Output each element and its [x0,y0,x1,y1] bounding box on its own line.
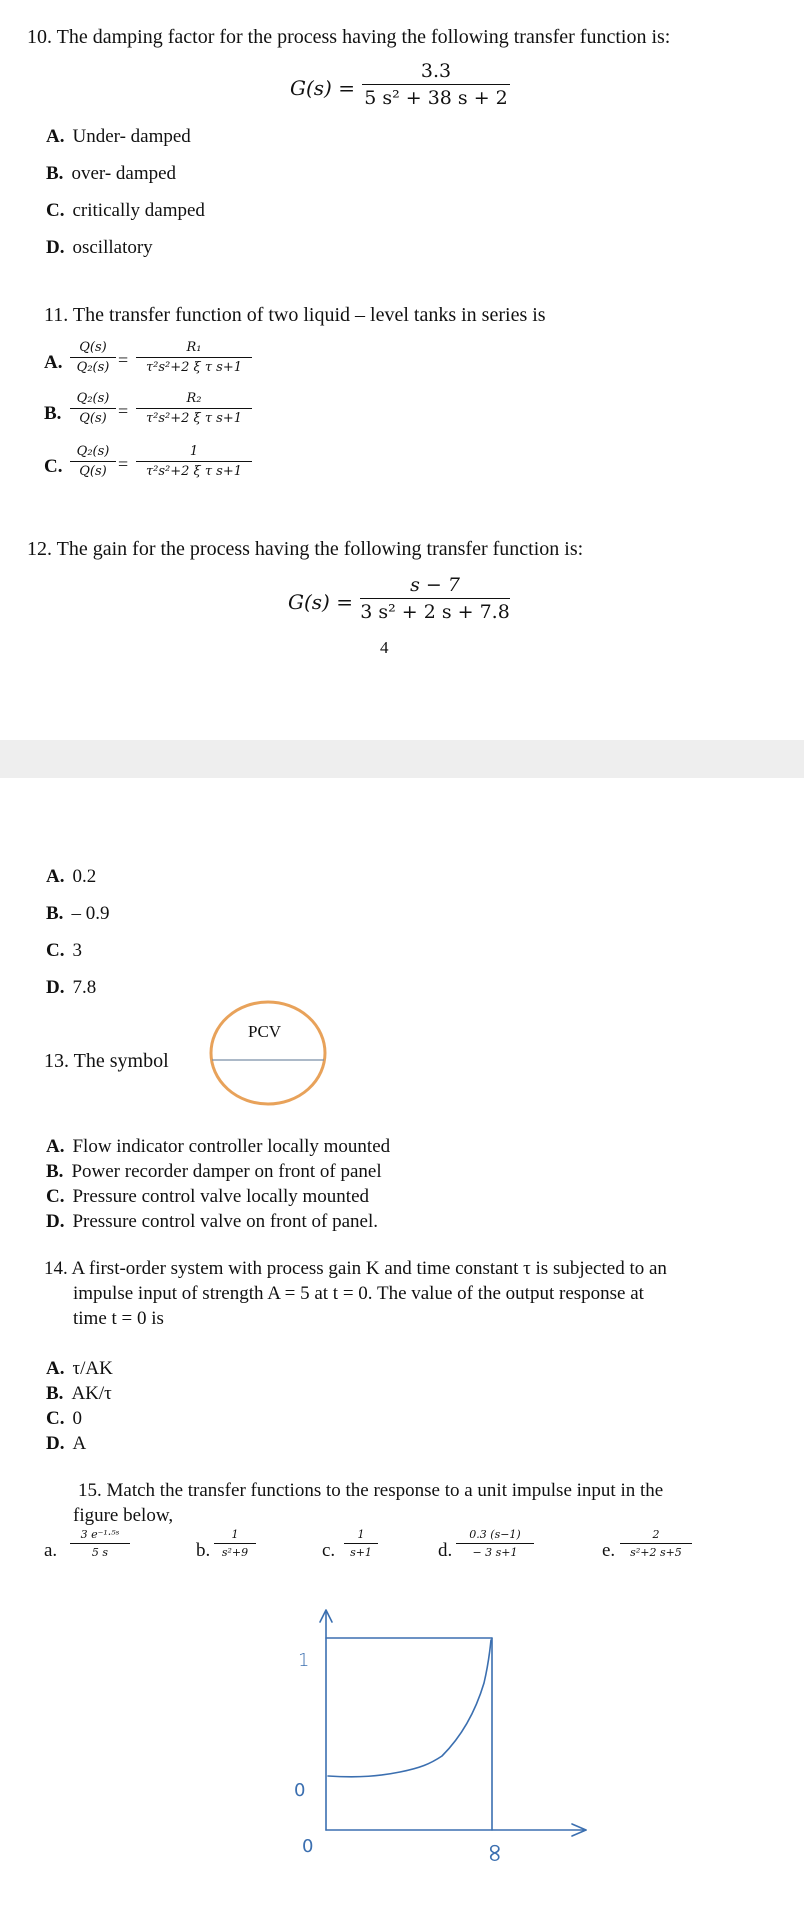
q14-option-c[interactable]: C. 0 [46,1408,82,1429]
q13-option-a[interactable]: A. Flow indicator controller locally mounted [46,1136,391,1157]
q10-stem: 10. The damping factor for the process having the following transfer function is: [27,26,671,48]
sketch-label-zero-mid: 0 [294,1780,306,1801]
q14-stem-line1: 14. A first-order system with process gain K and time constant τ is subjected to an [44,1258,667,1279]
q12-denominator: 3 s² + 2 s + 7.8 [360,601,510,623]
q15-e-fraction: 2 s²+2 s+5 [620,1528,692,1559]
q15-option-b[interactable]: b. [196,1540,211,1561]
q15-option-a[interactable]: a. [44,1540,58,1561]
q15-stem-line2: figure below, [73,1505,174,1526]
q12-stem: 12. The gain for the process having the following transfer function is: [27,538,584,560]
q11-a-right-fraction: R₁ τ²s²+2 ξ τ s+1 [136,340,252,375]
pcv-circle [211,1002,325,1104]
sketch-label-infinity: ∞ [479,1842,510,1864]
q12-option-a[interactable]: A. 0.2 [46,866,97,887]
q11-a-left-fraction: Q(s) Q₂(s) [70,340,116,375]
q11-c-equals: = [118,454,129,474]
q15-a-fraction: 3 e⁻¹·⁵ˢ 5 s [70,1528,130,1559]
q12-option-d[interactable]: D. 7.8 [46,977,97,998]
q10-fraction [362,60,510,109]
q10-option-b[interactable]: B. over- damped [46,163,177,184]
q11-c-left-fraction: Q₂(s) Q(s) [70,444,116,479]
pcv-label: PCV [248,1022,282,1041]
q11-b-left-fraction: Q₂(s) Q(s) [70,391,116,426]
q13-option-c[interactable]: C. Pressure control valve locally mounted [46,1186,370,1207]
q15-b-fraction: 1 s²+9 [214,1528,256,1559]
sketch-label-one: 1 [298,1650,310,1671]
q13-stem: 13. The symbol [44,1050,169,1072]
page-number: 4 [380,638,389,657]
q11-stem: 11. The transfer function of two liquid – level tanks in series is [44,304,546,326]
q15-option-d[interactable]: d. [438,1540,453,1561]
q15-stem-line1: 15. Match the transfer functions to the response to a unit impulse input in the [78,1480,664,1501]
q15-option-e[interactable]: e. [602,1540,616,1561]
q10-lhs: G(s) = [290,76,355,100]
q14-stem-line3: time t = 0 is [73,1308,164,1329]
q10-denominator: 5 s² + 38 s + 2 [364,87,508,109]
q11-a-equals: = [118,350,129,370]
q11-option-a[interactable]: A. [44,352,63,373]
q10-numerator: 3.3 [420,60,452,82]
page-break [0,740,804,778]
q15-c-fraction: 1 s+1 [344,1528,378,1559]
q14-option-a[interactable]: A. τ/AK [46,1358,113,1379]
q10-option-d[interactable]: D. oscillatory [46,237,153,258]
q13-option-d[interactable]: D. Pressure control valve on front of panel. [46,1211,378,1232]
q14-stem-line2: impulse input of strength A = 5 at t = 0. The value of the output response at [73,1283,644,1304]
q12-option-b[interactable]: B. – 0.9 [46,903,110,924]
response-curve [328,1640,491,1777]
q10-option-a[interactable]: A. Under- damped [46,126,191,147]
q11-b-equals: = [118,401,129,421]
q15-d-fraction: 0.3 (s−1) − 3 s+1 [456,1528,534,1559]
q12-fraction [360,574,510,623]
q11-option-c[interactable]: C. [44,456,63,477]
q10-option-c[interactable]: C. critically damped [46,200,205,221]
q12-numerator: s − 7 [410,574,460,596]
q11-option-b[interactable]: B. [44,403,62,424]
q15-option-c[interactable]: c. [322,1540,336,1561]
impulse-response-sketch [280,1598,600,1898]
sketch-label-origin: 0 [302,1836,314,1857]
pcv-instrument-symbol [208,998,328,1108]
q11-b-right-fraction: R₂ τ²s²+2 ξ τ s+1 [136,391,252,426]
q14-option-d[interactable]: D. A [46,1433,87,1454]
q14-option-b[interactable]: B. AK/τ [46,1383,112,1404]
q12-lhs: G(s) = [288,590,353,614]
q12-option-c[interactable]: C. 3 [46,940,82,961]
q11-c-right-fraction: 1 τ²s²+2 ξ τ s+1 [136,444,252,479]
q13-option-b[interactable]: B. Power recorder damper on front of panel [46,1161,382,1182]
